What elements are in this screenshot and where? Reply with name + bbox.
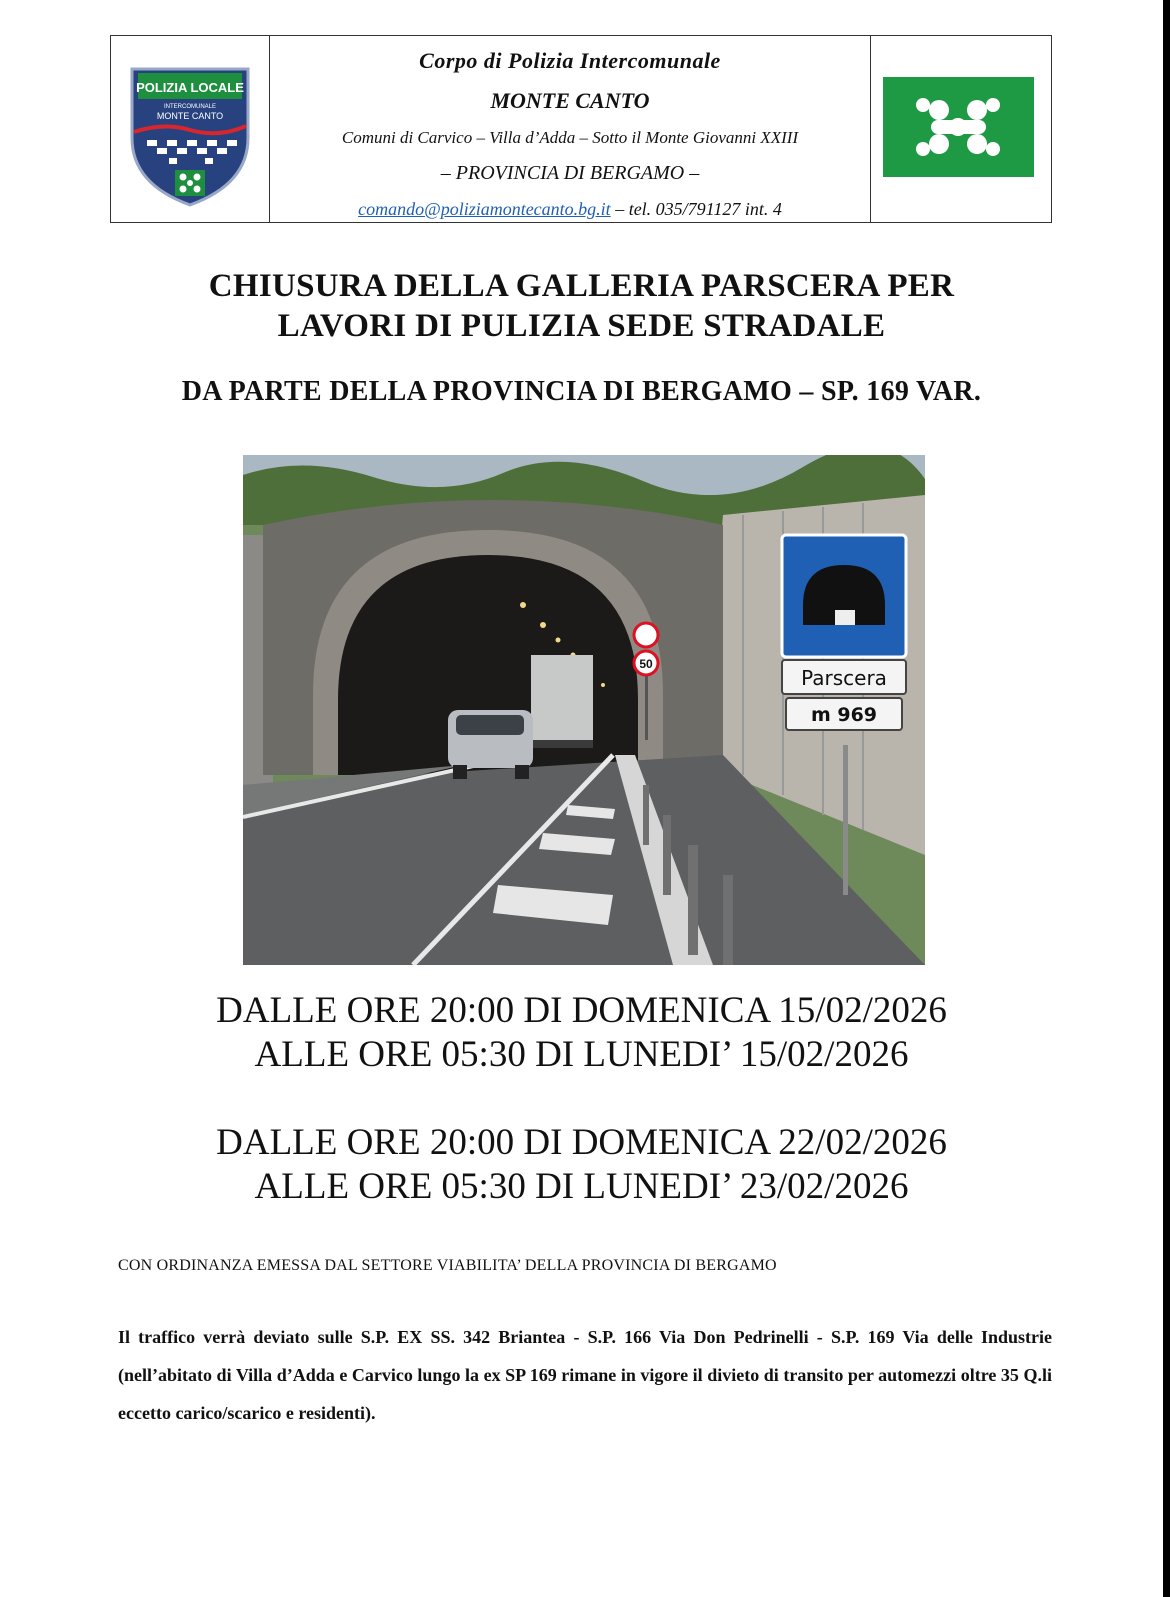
camunian-rose-icon xyxy=(883,77,1034,177)
tunnel-photo xyxy=(243,455,925,965)
schedule-1-to: ALLE ORE 05:30 DI LUNEDI’ 15/02/2026 xyxy=(254,1034,909,1075)
shield-name: MONTE CANTO xyxy=(156,111,224,121)
header-table xyxy=(110,35,1052,223)
header-flag-cell xyxy=(871,36,1051,222)
schedule-1-from: DALLE ORE 20:00 DI DOMENICA 15/02/2026 xyxy=(216,990,947,1031)
title-line-1: CHIUSURA DELLA GALLERIA PARSCERA PER xyxy=(208,268,955,304)
province-line: – PROVINCIA DI BERGAMO – xyxy=(440,162,700,184)
org-name: MONTE CANTO xyxy=(490,88,650,113)
org-line: Corpo di Polizia Intercomunale xyxy=(419,48,721,73)
contact-line xyxy=(270,199,870,220)
schedule-2-from: DALLE ORE 20:00 DI DOMENICA 22/02/2026 xyxy=(216,1122,947,1163)
tunnel-sign-name: Parscera xyxy=(801,666,887,690)
schedule-2 xyxy=(0,1121,1163,1209)
ordinance-text: CON ORDINANZA EMESSA DAL SETTORE VIABILITA’ DELLA PROVINCIA DI BERGAMO xyxy=(118,1257,777,1274)
header-text-cell xyxy=(270,36,871,222)
shield-title: POLIZIA LOCALE xyxy=(136,80,244,95)
towns-line: Comuni di Carvico – Villa d’Adda – Sotto il Monte Giovanni XXIII xyxy=(341,128,799,147)
speed-limit-text: 50 xyxy=(639,657,653,671)
schedule-2-to: ALLE ORE 05:30 DI LUNEDI’ 23/02/2026 xyxy=(254,1166,909,1207)
police-shield-logo xyxy=(129,66,251,208)
lombardy-flag xyxy=(883,77,1034,177)
title-line-2: LAVORI DI PULIZIA SEDE STRADALE xyxy=(277,308,886,344)
subtitle: DA PARTE DELLA PROVINCIA DI BERGAMO – SP. 169 VAR. xyxy=(181,376,982,407)
phone-text: – tel. 035/791127 int. 4 xyxy=(610,199,782,219)
email-link[interactable]: comando@poliziamontecanto.bg.it xyxy=(358,199,611,219)
shield-subtitle: INTERCOMUNALE xyxy=(163,104,217,110)
header-logo-cell xyxy=(111,36,270,222)
schedule-1 xyxy=(0,989,1163,1077)
tunnel-sign-length: m 969 xyxy=(810,704,878,726)
detour-paragraph: Il traffico verrà deviato sulle S.P. EX SS. 342 Briantea - S.P. 166 Via Don Pedrinelli - S.P. 169 Via delle Industrie (nell’abitato di Villa d’Adda e Carvico lungo la ex SP 169 rimane in vigore il divieto di transito per automezzi oltre 35 Q.li eccetto carico/scarico e residenti). xyxy=(118,1327,1052,1423)
